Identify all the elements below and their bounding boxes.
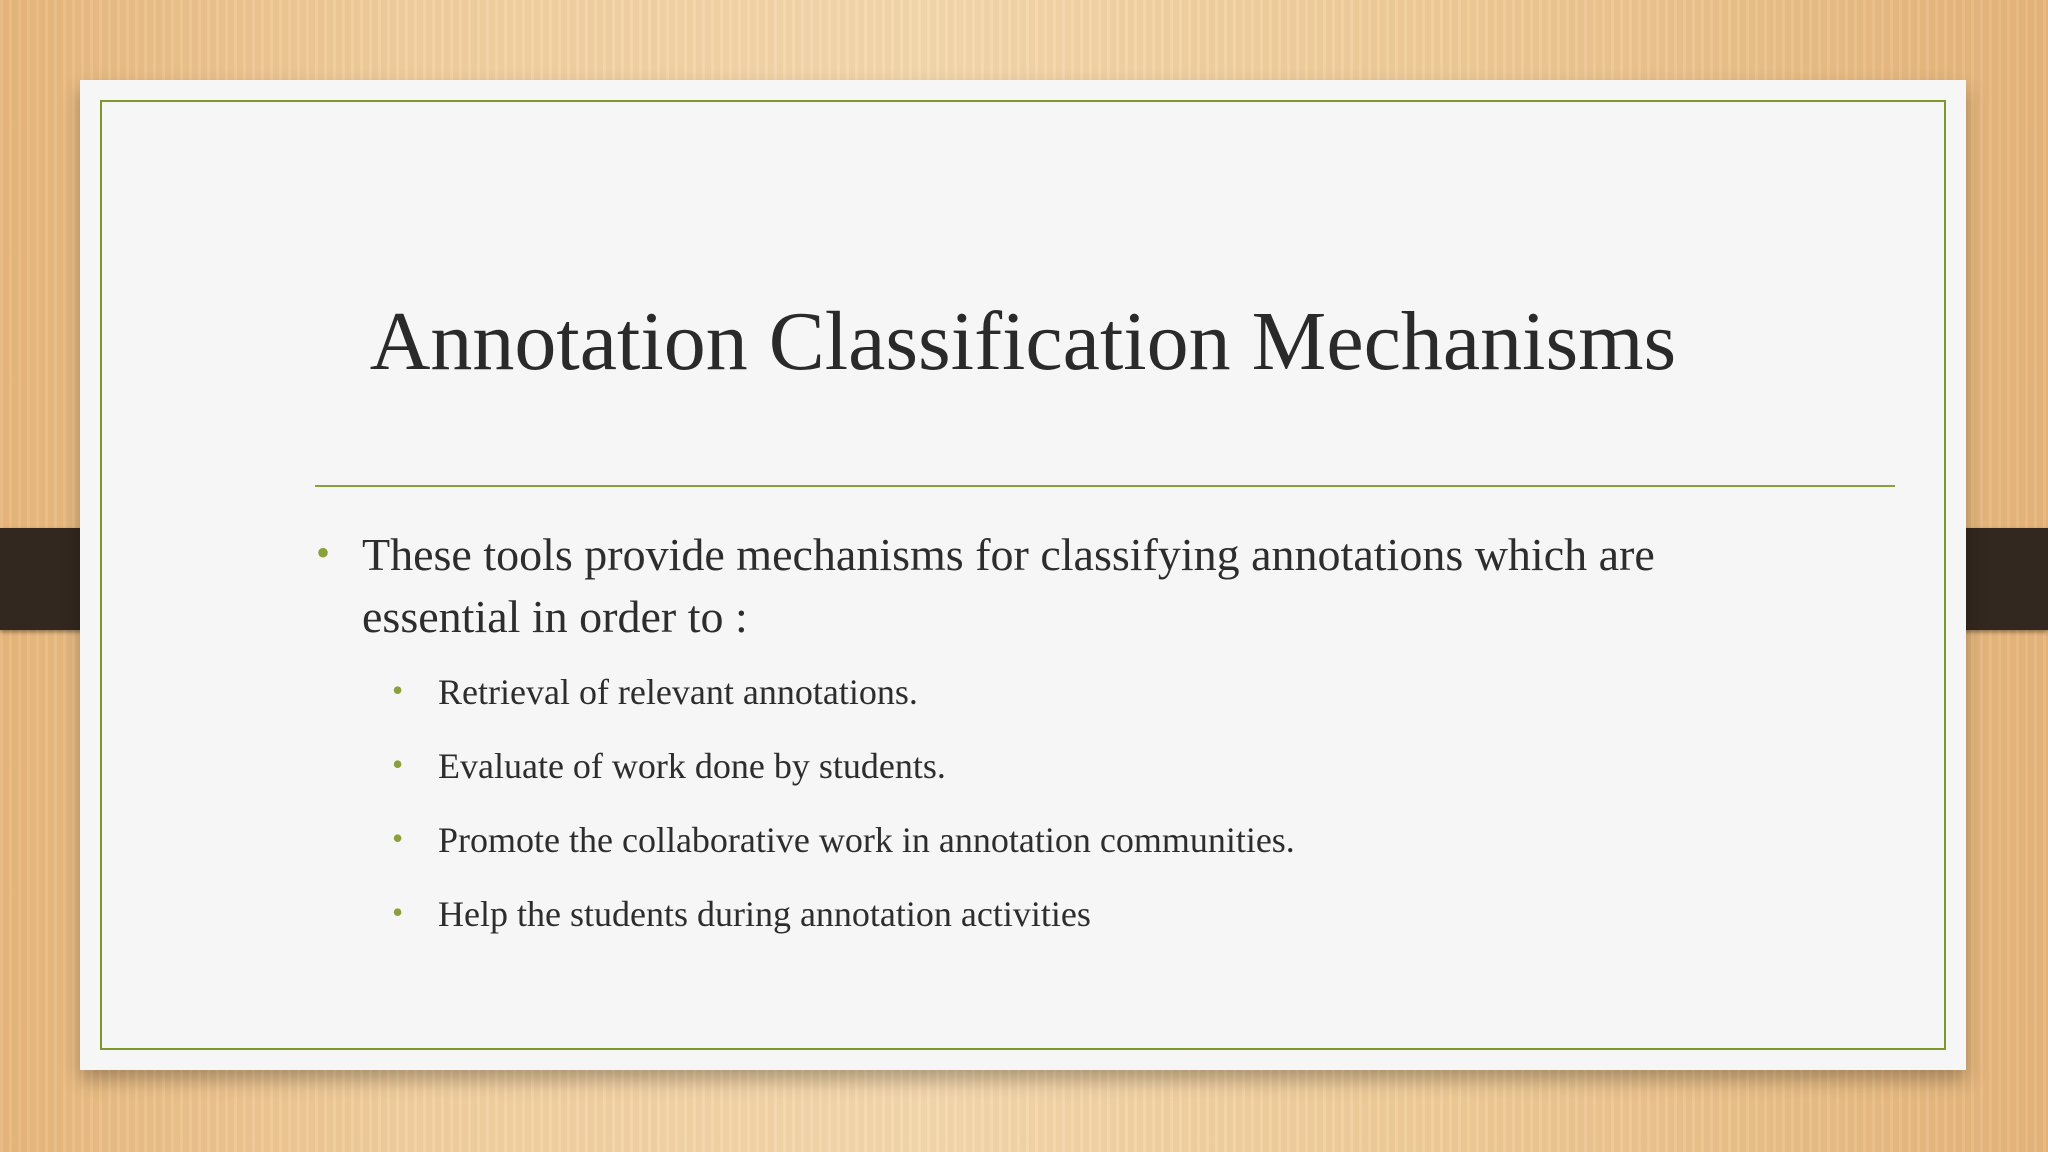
sub-bullet-4 bbox=[392, 892, 1091, 936]
bullet-dot-icon: • bbox=[392, 672, 404, 708]
bullet-dot-icon: • bbox=[392, 894, 404, 930]
sub-bullet-text: Help the students during annotation activities bbox=[438, 894, 1091, 934]
sub-bullet-3 bbox=[392, 818, 1295, 862]
main-bullet bbox=[316, 524, 1796, 648]
sub-bullet-2 bbox=[392, 744, 946, 788]
bullet-dot-icon: • bbox=[392, 820, 404, 856]
bullet-dot-icon: • bbox=[392, 746, 404, 782]
sub-bullet-text: Promote the collaborative work in annotation communities. bbox=[438, 820, 1295, 860]
main-bullet-text: These tools provide mechanisms for classifying annotations which are essential in order to : bbox=[362, 529, 1655, 642]
sub-bullet-text: Evaluate of work done by students. bbox=[438, 746, 946, 786]
slide-title: Annotation Classification Mechanisms bbox=[369, 295, 1677, 388]
sub-bullet-1 bbox=[392, 670, 918, 714]
sub-bullet-text: Retrieval of relevant annotations. bbox=[438, 672, 918, 712]
slide-card bbox=[80, 80, 1966, 1070]
title-divider bbox=[315, 485, 1895, 487]
bullet-dot-icon: • bbox=[316, 530, 331, 575]
